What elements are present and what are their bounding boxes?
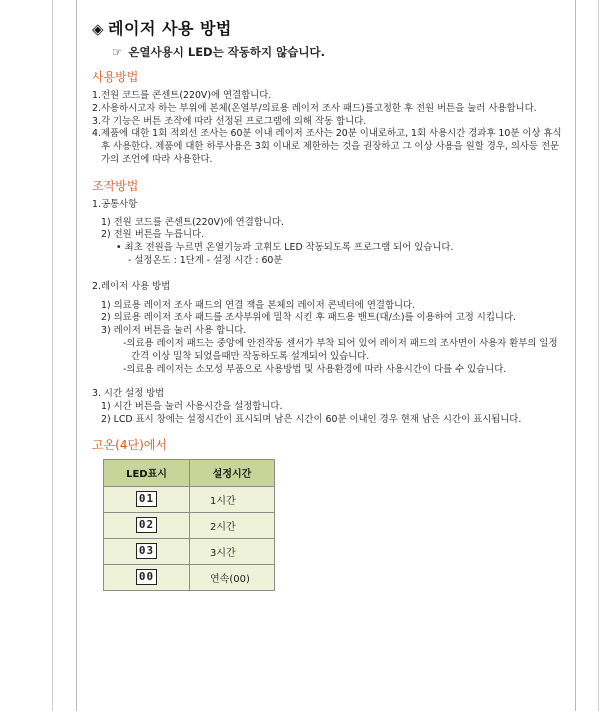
usage-heading: 사용방법 bbox=[92, 70, 139, 84]
page-title-text: 레이저 사용 방법 bbox=[108, 19, 232, 38]
led-cell bbox=[104, 512, 190, 538]
table-row bbox=[104, 486, 275, 512]
led-display: 02 bbox=[136, 517, 157, 533]
time-cell: 연속(00) bbox=[190, 564, 275, 590]
laser-step-3: 3) 레이저 버튼을 눌러 사용 합니다. bbox=[101, 325, 247, 337]
laser-title: 2.레이저 사용 방법 bbox=[92, 280, 171, 292]
laser-note-2: -의료용 레이저는 소모성 부품으로 사용방법 및 사용환경에 따라 사용시간이 다를 수 있습니다. bbox=[123, 363, 507, 375]
left-margin-line bbox=[52, 0, 53, 711]
usage-item: 3.각 기능은 버튼 조작에 따라 선정된 프로그램에 의해 작동 합니다. bbox=[92, 115, 367, 127]
document-page bbox=[76, 0, 576, 711]
common-bullet: • 최초 전원을 누르면 온열기능과 고휘도 LED 작동되도록 프로그램 되어 있습니다. bbox=[116, 242, 454, 254]
page-title bbox=[92, 18, 562, 40]
led-display: 01 bbox=[136, 491, 157, 507]
laser-step-2: 2) 의료용 레이저 조사 패드를 조사부위에 밀착 시킨 후 패드용 밴트(대/소)를 이용하여 고정 시킵니다. bbox=[101, 312, 517, 324]
time-cell: 3시간 bbox=[190, 538, 275, 564]
common-default-settings: - 설정온도 : 1단계 - 설정 시간 : 60분 bbox=[128, 254, 283, 266]
led-time-table bbox=[103, 459, 275, 591]
document-content bbox=[92, 18, 562, 591]
led-display: 03 bbox=[136, 543, 157, 559]
usage-item: 1.전원 코드를 콘센트(220V)에 연결합니다. bbox=[92, 90, 272, 101]
led-cell bbox=[104, 538, 190, 564]
laser-note-1: -의료용 레이저 패드는 중앙에 안전작동 센서가 부착 되어 있어 레이저 패드의 조사면이 사용자 환부의 일정간격 이상 밀착 되었을때만 작동하도록 설계되어 있습니다. bbox=[123, 337, 558, 362]
led-cell bbox=[104, 564, 190, 590]
led-cell bbox=[104, 486, 190, 512]
led-display: 00 bbox=[136, 569, 157, 585]
common-step-2: 2) 전원 버튼을 누릅니다. bbox=[101, 229, 205, 241]
usage-list bbox=[92, 90, 562, 167]
timer-title: 3. 시간 설정 방법 bbox=[92, 388, 165, 400]
time-cell: 1시간 bbox=[190, 486, 275, 512]
usage-item: 2.사용하시고자 하는 부위에 본체(온열부/의료용 레이저 조사 패드)를고정한 후 전원 버튼을 눌러 사용합니다. bbox=[92, 102, 537, 114]
timer-step-1: 1) 시간 버튼을 눌러 사용시간을 설정합니다. bbox=[101, 401, 283, 413]
right-margin-line bbox=[598, 0, 599, 711]
time-column-header: 설정시간 bbox=[190, 459, 275, 486]
table-row bbox=[104, 538, 275, 564]
laser-step-1: 1) 의료용 레이저 조사 패드의 연결 잭을 본체의 레이저 콘넥터에 연결합니다. bbox=[101, 299, 416, 311]
pointing-hand-icon: ☞ bbox=[112, 45, 123, 59]
common-title: 1.공통사항 bbox=[92, 198, 138, 210]
operation-heading: 조작방법 bbox=[92, 178, 139, 193]
led-notice-text: 온열사용시 LED는 작동하지 않습니다. bbox=[128, 45, 325, 59]
led-notice bbox=[112, 42, 562, 62]
time-cell: 2시간 bbox=[190, 512, 275, 538]
table-row bbox=[104, 564, 275, 590]
usage-item: 4.제품에 대한 1회 적외선 조사는 60분 이내 레이저 조사는 20분 이내로하고, 1회 사용시간 경과후 10분 이상 휴식 후 사용한다. 제품에 대한 하루사용은 3회 이내로 제한하는 것을 권장하고 그 이상 사용을 원할 경우, 의사등 전문가의 조언에 따라 사용한다. bbox=[92, 128, 562, 165]
table-row bbox=[104, 512, 275, 538]
table-header-row bbox=[104, 459, 275, 486]
led-column-header: LED표시 bbox=[104, 459, 190, 486]
table-heading: 고온(4단)에서 bbox=[92, 437, 167, 452]
diamond-icon: ◈ bbox=[92, 20, 105, 38]
timer-step-2: 2) LCD 표시 창에는 설정시간이 표시되며 남은 시간이 60분 이내인 경우 현재 남은 시간이 표시됩니다. bbox=[101, 413, 522, 425]
common-step-1: 1) 전원 코드를 콘센트(220V)에 연결합니다. bbox=[101, 216, 284, 228]
